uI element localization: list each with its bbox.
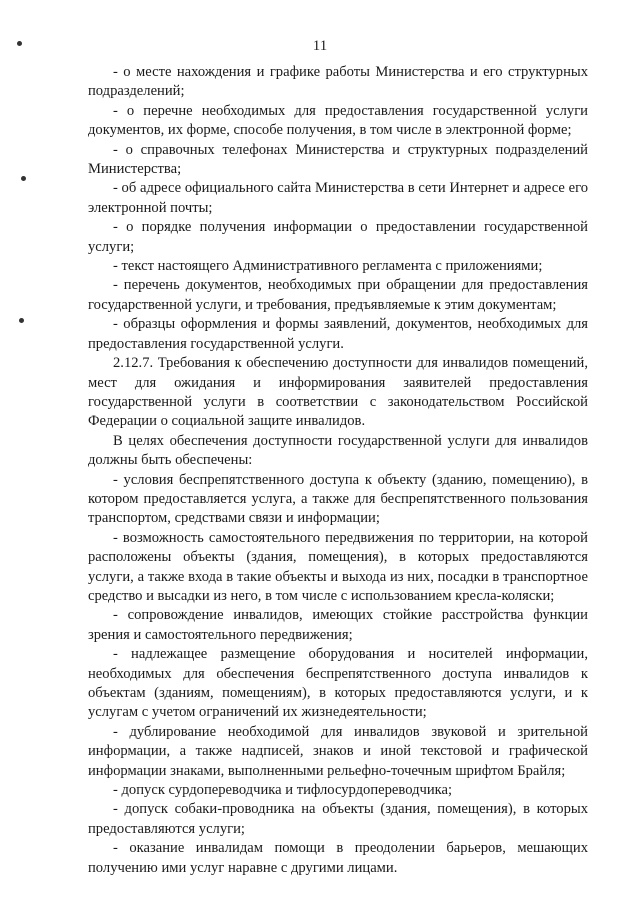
paragraph: - перечень документов, необходимых при обращении для предоставления государственной услуги, и требования, предъявляемые к этим документам; (88, 277, 588, 313)
paragraph: - о порядке получения информации о предоставлении государственной услуги; (88, 219, 588, 255)
paragraph: - допуск сурдопереводчика и тифлосурдопереводчика; (113, 782, 453, 799)
paragraph: - о справочных телефонах Министерства и структурных подразделений Министерства; (88, 141, 588, 178)
paragraph: В целях обеспечения доступности государственной услуги для инвалидов должны быть обеспечены: (88, 432, 588, 469)
paragraph: - допуск собаки-проводника на объекты (здания, помещения), в которых предоставляются услуги; (88, 801, 588, 837)
paragraph: - надлежащее размещение оборудования и носителей информации, необходимых для обеспечения беспрепятственного доступа инвалидов к объектам (зданиям, помещениям), в которых предоставляются услуги, и к услугам с учетом ограничений их жизнедеятельности; (88, 646, 588, 721)
paragraph: - возможность самостоятельного передвижения по территории, на которой расположены объекты (здания, помещения), в которых предоставляются услуги, а также входа в такие объекты и выхода из них, посадки в транспортное средство и высадки из него, в том числе с использованием кресла-коляски; (88, 529, 588, 604)
paragraph: - условия беспрепятственного доступа к объекту (зданию, помещению), в котором предоставляется услуга, а также для беспрепятственного пользования транспортом, средствами связи и информации; (88, 471, 588, 527)
page-number: 11 (312, 38, 328, 54)
paragraph: - о месте нахождения и графике работы Министерства и его структурных подразделений; (88, 64, 588, 100)
paragraph: - текст настоящего Административного регламента с приложениями; (113, 258, 543, 275)
scan-dot-mark (21, 176, 26, 181)
section-paragraph: 2.12.7. Требования к обеспечению доступности для инвалидов помещений, мест для ожидания и информирования заявителей предоставления государственной услуги в соответствии с законодательством Российской Федерации о социальной защите инвалидов. (88, 355, 588, 430)
paragraph: - дублирование необходимой для инвалидов звуковой и зрительной информации, а также надписей, знаков и иной текстовой и графической информации знаками, выполненными рельефно-точечным шрифтом Брайля; (88, 723, 588, 779)
body-text (88, 63, 588, 878)
paragraph: - образцы оформления и формы заявлений, документов, необходимых для предоставления государственной услуги. (88, 316, 588, 352)
paragraph: - о перечне необходимых для предоставления государственной услуги документов, их форме, способе получения, в том числе в электронной форме; (88, 102, 588, 139)
paragraph: - оказание инвалидам помощи в преодолении барьеров, мешающих получению ими услуг наравне с другими лицами. (88, 840, 588, 876)
paragraph: - сопровождение инвалидов, имеющих стойкие расстройства функции зрения и самостоятельного передвижения; (88, 607, 588, 643)
scan-dot-mark (19, 318, 24, 323)
paragraph: - об адресе официального сайта Министерства в сети Интернет и адресе его электронной почты; (88, 180, 588, 216)
